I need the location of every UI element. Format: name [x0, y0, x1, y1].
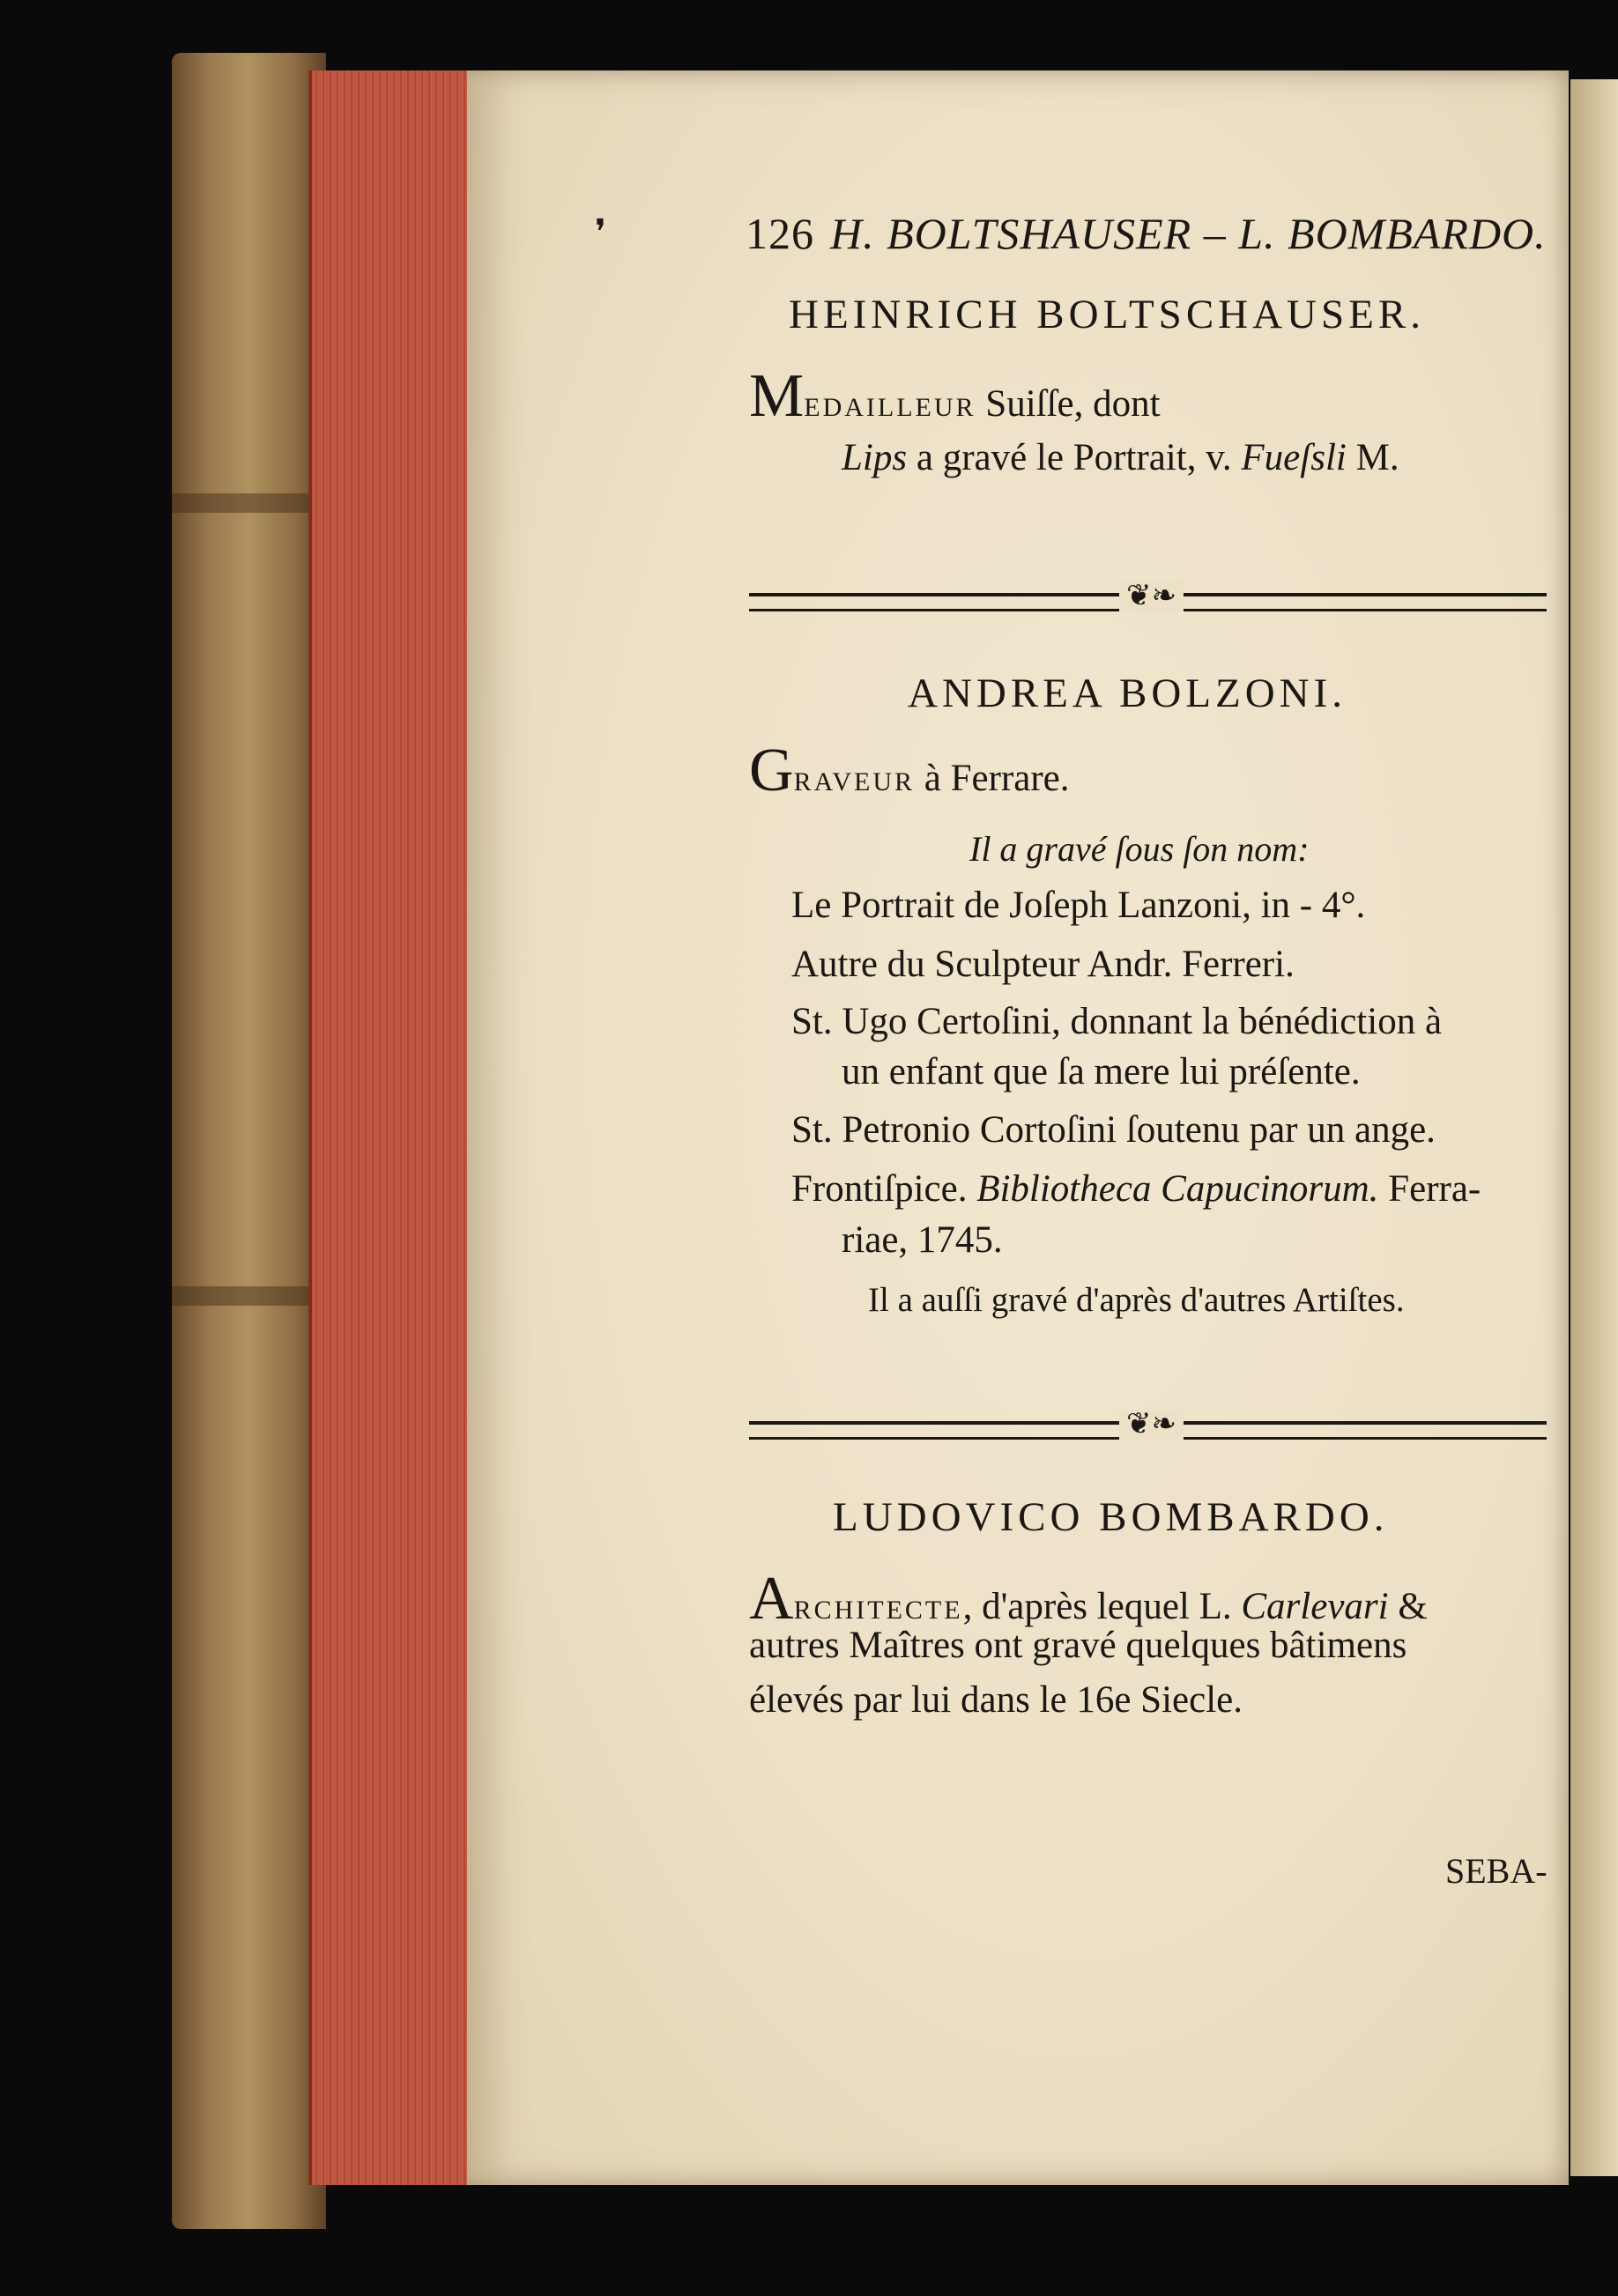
closing-line: Il a auſſi gravé d'après d'autres Artiſtes.: [868, 1281, 1405, 1319]
facing-page: [1570, 79, 1618, 2176]
entry-line-boltschauser: Lips a gravé le Portrait, v. Fueſsli M.: [842, 437, 1399, 478]
divider-ornament: ❦❧: [1119, 581, 1184, 611]
running-head: [746, 208, 1547, 259]
entry-line-bombardo: élevés par lui dans le 16e Siecle.: [749, 1679, 1243, 1721]
list-item: St. Petronio Cortoſini ſoutenu par un ange.: [791, 1109, 1436, 1151]
list-item: Le Portrait de Joſeph Lanzoni, in - 4°.: [791, 885, 1366, 926]
entry-title-bolzoni: ANDREA BOLZONI.: [908, 670, 1347, 716]
divider-ornament: ❦❧: [1119, 1410, 1184, 1440]
intro-line: Il a gravé ſous ſon nom:: [969, 829, 1310, 869]
ink-mark: ❜: [595, 212, 606, 252]
entry-title-bombardo: LUDOVICO BOMBARDO.: [833, 1494, 1389, 1540]
entry-line-bombardo: autres Maîtres ont gravé quelques bâtimens: [749, 1625, 1407, 1666]
list-item-frontispice-cont: riae, 1745.: [842, 1219, 1003, 1261]
entry-lead-boltschauser: MEDAILLEUR Suiſſe, dont: [749, 362, 1161, 430]
list-item: un enfant que ſa mere lui préſente.: [842, 1051, 1361, 1092]
list-item: Autre du Sculpteur Andr. Ferreri.: [791, 944, 1295, 985]
list-item: St. Ugo Certoſini, donnant la bénédiction à: [791, 1001, 1443, 1042]
running-title: H. BOLTSHAUSER – L. BOMBARDO.: [830, 209, 1547, 258]
cover-band: [172, 493, 326, 513]
list-item-frontispice: Frontiſpice. Bibliotheca Capucinorum. Ferra-: [791, 1168, 1481, 1210]
entry-title-boltschauser: HEINRICH BOLTSCHAUSER.: [789, 292, 1425, 337]
page-edges: [308, 70, 475, 2185]
book-cover: [172, 53, 326, 2229]
catchword: SEBA-: [1445, 1851, 1547, 1891]
entry-lead-bolzoni: GRAVEUR à Ferrare.: [749, 737, 1070, 804]
cover-band: [172, 1286, 326, 1306]
page-number: 126: [746, 209, 814, 258]
entry-lead-bombardo: ARCHITECTE, d'après lequel L. Carlevari &: [749, 1565, 1428, 1633]
